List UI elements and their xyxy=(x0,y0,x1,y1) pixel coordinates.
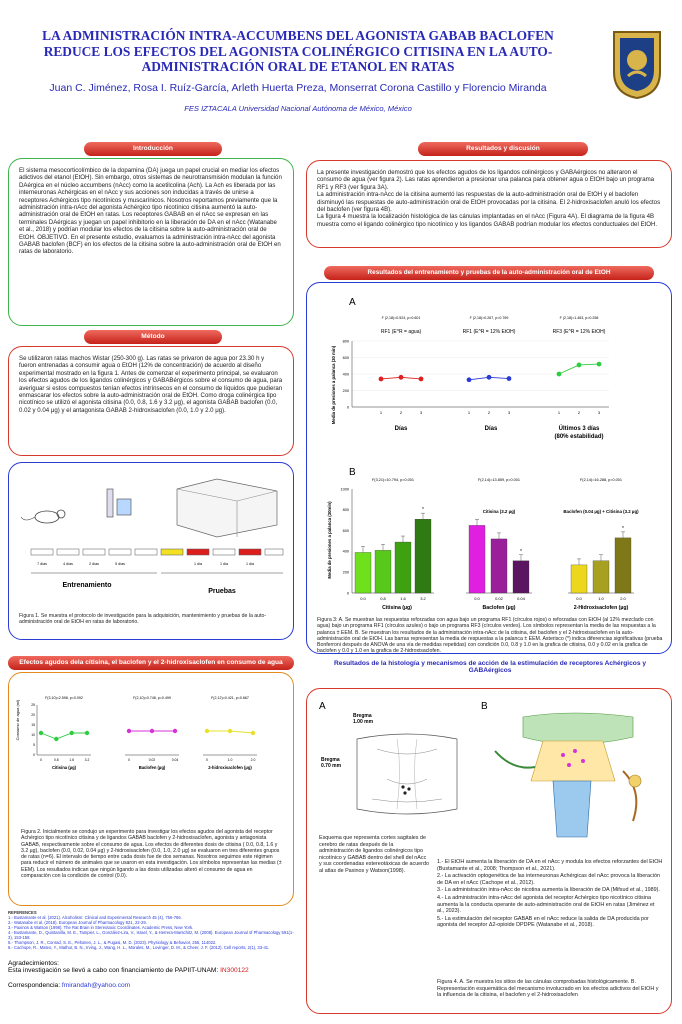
series-line xyxy=(41,733,87,739)
training-heading: Resultados del entrenamiento y pruebas de la auto-administración oral de EtOH xyxy=(324,266,654,280)
y-tick-label: 25 xyxy=(31,703,35,708)
results-box xyxy=(306,160,672,248)
panel-title: RF1 (E^R = 12% EtOH) xyxy=(462,329,516,335)
timeline-label: 4 días xyxy=(63,562,73,566)
x-tick-label: 1.0 xyxy=(227,758,233,762)
x-tick-label: 3 xyxy=(419,410,423,415)
x-tick-label: 2 xyxy=(487,410,491,415)
panel-stat: F(2,12)=0.421, p=0.667 xyxy=(211,696,249,700)
x-tick-label: 0 xyxy=(206,758,208,762)
panel-b-label: B xyxy=(349,467,356,478)
panel-title: RF3 (E^R = 12% EtOH) xyxy=(552,329,606,335)
x-tick-label: 1 xyxy=(557,410,561,415)
bar xyxy=(395,542,411,593)
significance-mark: * xyxy=(622,525,624,532)
y-tick-label: 600 xyxy=(342,355,349,360)
panel-stat: F (2,18)=0.267, p=0.769 xyxy=(469,316,509,320)
x-tick-label: 0.8 xyxy=(53,758,59,762)
ack-label: Agradecimientos: xyxy=(8,960,59,967)
protocol-diagram xyxy=(17,469,287,597)
mechanism-item: 1.- El EtOH aumenta la liberación de DA en el nAcc y modula los efectos reforzantes del EtOH (Bustamante et al., 2008; Thompson et al., 2021). xyxy=(437,859,663,872)
histology-heading: Resultados de la histología y mecanismos de acción de la estimulación de receptores Achérgicos y GABAérgicos xyxy=(334,660,646,674)
data-point xyxy=(173,729,177,733)
y-tick-label: 0 xyxy=(346,591,349,596)
timeline-label: 1 día xyxy=(194,562,202,566)
panel-stat: F (2,18)=0.524, p=0.601 xyxy=(381,316,421,320)
x-tick-label: 0.04 xyxy=(517,596,525,601)
x-tick-label: 0 xyxy=(128,758,130,762)
y-tick-label: 400 xyxy=(342,372,349,377)
bar xyxy=(375,550,391,593)
method-text: Se utilizaron ratas machos Wistar (250-300 g). Las ratas se privaron de agua por 23.30 h y fueron entrenadas a consumir agua o EtOH (12% de concentración) de acuerdo al diseño experimental mostrado en la figura 1. Antes de comenzar el experimento principal, se evaluaron los efectos agudos de los ligandos colinérgicos y GABABérgicos sobre el consumo de agua, para averiguar si estos compuestos tenían efectos intrínsecos en el consumo de líquidos que pudieran enmascarar los efectos sobre la auto-administración oral de EtOH. Como droga colinérgica tipo nicotínico se utilizó el agonista citisina (0.0, 0.8, 1.6 y 3.2 μg), el agonista GABAB baclofen (0.0, 0.02 y 0.04 μg) y el antagonista GABAB 2-hidroxisaclofen (0.0, 1.0 y 2.0 μg). xyxy=(19,355,284,414)
figure-2-caption: Figura 2. Inicialmente se condujo un experimento para investigar los efectos agudos del agonista del receptor Achérgico tipo nicotínico citisina y de ligandos GABAB baclofen y 2-hidroxisaclofen, agonista y antagonista GABAB, respectivamente sobre el consumo de agua. Los efectos de diferentes dosis de citisina ( 0.0, 0.8, 1.6 y 3.2 µg), baclofen (0.0, 0.02, 0.04 µg) y 2-hidroxisaclofen (0.0, 1.0, 2.0 µg) se evaluaron en tres diferentes grupos de ratas (n=6). El intervalo de tiempo entre cada dosis fue de dos semanas. Nosotros seguimos este régimen para reducir el número de animales que se usaron en esta investigación. Los símbolos representan las medias (± EEM). Los resultados indican que ningún ligando a las dosis utilizadas alteró el consumo de agua en comparación con la condición de control (0.0). xyxy=(21,829,282,880)
data-point xyxy=(577,363,582,368)
schema-text: Esquema que representa cortes sagitales de cerebro de ratas después de la administración de ligandos colinérgicos tipo nicotínico y GABAB dentro del shell del nAcc y sus coordenadas estereotáxicas de acuerdo al atlas de Paxinos y Watson(1998). xyxy=(319,835,429,874)
x-tick-label: 0.04 xyxy=(171,758,179,762)
y-tick-label: 0 xyxy=(33,753,35,758)
timeline-label: 5 días xyxy=(115,562,125,566)
x-tick-label: 2 xyxy=(399,410,403,415)
data-point xyxy=(467,377,472,382)
x-tick-label: 0.0 xyxy=(360,596,366,601)
y-tick-label: 400 xyxy=(342,549,349,554)
references-block xyxy=(8,910,294,989)
x-axis-label: Baclofen (µg) xyxy=(138,765,166,770)
unam-crest-icon xyxy=(610,28,664,100)
mechanism-item: 3.- La administración intra-nAcc de nicotina aumenta la liberación de DA (Mifsud et al., 1989). xyxy=(437,887,660,894)
x-tick-label: 2.0 xyxy=(250,758,256,762)
intro-box xyxy=(8,158,294,326)
data-point xyxy=(54,737,58,741)
x-tick-label: 1.6 xyxy=(400,596,406,601)
bregma-1-label: Bregma xyxy=(353,713,372,719)
method-heading: Método xyxy=(84,330,222,344)
panel-stat: F(3,10)=2.598, p=0.092 xyxy=(45,696,83,700)
mechanism-diagram xyxy=(483,711,663,849)
x-tick-label: 3.2 xyxy=(420,596,426,601)
data-point xyxy=(127,729,131,733)
y-tick-label: 1000 xyxy=(340,487,349,492)
ack-code: IN300122 xyxy=(220,967,249,974)
data-point xyxy=(557,372,562,377)
panel-stat: F(2,14)=13.859, p=0.001 xyxy=(477,478,521,482)
timeline-label: 1 día xyxy=(246,562,254,566)
panel-stat: F (2,18)=1.463, p=0.258 xyxy=(559,316,599,320)
rat-icon xyxy=(21,510,65,523)
reference-item: 6.- Cachope, R., Mateo, Y., Mathur, B. N., Irving, J., Wang, H. L., Morales, M., Lovinger, D. M., & Cheer, J. F. (2012). Cell reports, 2(1), 33-41. xyxy=(8,945,270,950)
x-axis-label: Citisina (µg) xyxy=(51,765,77,770)
y-tick-label: 800 xyxy=(342,508,349,513)
data-point xyxy=(251,731,255,735)
data-point xyxy=(85,731,89,735)
bregma-2-label: Bregma xyxy=(321,757,340,763)
panel-stat: F(3,21)=10.794, p=0.001 xyxy=(371,478,415,482)
reference-item: 2.- Watanabe et al. (2018). European Journal of Pharmacology 821, 22-29. xyxy=(8,920,147,925)
water-ylabel: Consumo de agua (ml) xyxy=(15,699,20,741)
data-point xyxy=(379,377,384,382)
panel-title: RF1 (E^R = agua) xyxy=(380,329,422,335)
ack-text: Esta investigación se llevó a cabo con financiamiento de PAPIIT-UNAM: xyxy=(8,967,221,974)
panel-b-xlabel: Baclofen (µg) xyxy=(482,605,516,611)
mechanism-list xyxy=(437,859,663,930)
reference-item: 1.- Bustamante et al. (2021). Alcoholism: Clinical and Experimental Research 45 (4), 756-766. xyxy=(8,915,182,920)
x-tick-label: 0.8 xyxy=(380,596,386,601)
data-point xyxy=(507,376,512,381)
figure-4-caption: Figura 4. A. Se muestra los sitios de las cánulas comprobadas histológicamente. B. Representación esquemática del mecanismo involucrado en los efectos adictivos del EtOH y la influencia de la citisina, el baclofen y el 2-hidroxisaclofen xyxy=(437,979,659,999)
x-tick-label: 0 xyxy=(40,758,42,762)
training-label: Entrenamiento xyxy=(62,582,112,589)
x-axis-label: 2-hidroxisaclofen (µg) xyxy=(208,765,252,770)
panel-a-xlabel: Últimos 3 días xyxy=(558,426,600,432)
data-point xyxy=(487,375,492,380)
y-tick-label: 600 xyxy=(342,528,349,533)
training-charts xyxy=(309,285,669,615)
data-point xyxy=(228,729,232,733)
intro-heading: Introducción xyxy=(84,142,222,156)
x-tick-label: 2.0 xyxy=(620,596,626,601)
timeline-label: 7 días xyxy=(37,562,47,566)
figure-3-caption: Figura 3: A. Se muestran las respuestas reforzadas con agua bajo un programa RF1 (círculos rojos) o reforzadas con EtOH (al 12% mezclado con agua) bajo un programa RF1 (círculos azules) o bajo un programa RF3 (círculos verdes). Los símbolos representan la media de las respuestas a la palanca ± EEM. B. Se muestran los resultados de la administración intra-nAcc de la citisina, del baclofen y el 2-hidroxisaclofen en la auto-administración oral de EtOH. Las barras representan la media de respuestas a la palanca ± EEM. Asterisco (*) indica diferencias significativas (prueba Bonferroni después de ANOVA de una vía de medidas repetidas) con condición 0.0, 0.8 y 1.0 en la grafica de citisina, 0.0 y 0.02 en la grafica de baclofen y 0.0 y 1.0 en la grafica de 2-hidroxisaclofen. xyxy=(317,617,663,655)
y-tick-label: 200 xyxy=(342,388,349,393)
figure-1-box xyxy=(8,462,294,640)
y-tick-label: 10 xyxy=(31,733,35,738)
figure-4-box xyxy=(306,688,672,1014)
bar xyxy=(491,539,507,593)
brain-section-diagram xyxy=(347,729,467,819)
y-tick-label: 0 xyxy=(346,405,349,410)
significance-mark: * xyxy=(520,548,522,555)
x-tick-label: 0.02 xyxy=(148,758,156,762)
data-point xyxy=(419,377,424,382)
timeline-label: 2 días xyxy=(89,562,99,566)
figure-3-box xyxy=(306,282,672,654)
data-point xyxy=(150,729,154,733)
authors: Juan C. Jiménez, Rosa I. Ruíz-García, Arleth Huerta Preza, Monserrat Corona Castillo y Florencio Miranda xyxy=(49,82,547,94)
water-heading: Efectos agudos dela citisina, el baclofen y el 2-hidroxisaclofen en consumo de agua xyxy=(8,656,294,670)
bregma-1 xyxy=(353,713,373,725)
mechanism-item: 4.- La administración intra-nAcc del agonista del receptor Achérgico tipo nicotínico citisina aumenta la la conducta operante de auto-administración oral de EtOH en ratas (Jiménez et al., 2023). xyxy=(437,894,655,915)
bregma-1-value: 1.00 mm xyxy=(353,719,374,725)
bregma-2-value: 0.70 mm xyxy=(321,763,342,769)
figure-2-box xyxy=(8,672,294,906)
figure-1-caption: Figura 1. Se muestra el protocolo de investigación para la adquisición, mantenimiento y pruebas de la auto-administración oral de EtOH en ratas de laboratorio. xyxy=(19,613,267,626)
panel-b-title: Baclofen (0.04 µg) + Citisina (3.2 µg) xyxy=(563,509,639,514)
bar xyxy=(513,561,529,593)
timeline-label: 1 día xyxy=(220,562,228,566)
references-heading: REFERENCES xyxy=(8,910,37,915)
x-tick-label: 0.02 xyxy=(495,596,503,601)
x-tick-label: 1 xyxy=(467,410,471,415)
bar xyxy=(615,538,631,593)
results-text: La presente investigación demostró que los efectos agudos de los ligandos colinérgicos y GABAérgicos no alteraron el consumo de agua (ver figura 2). Las ratas aprendieron a presionar una palanca para obtener agua o EtOH bajo un programa RF1 y RF3 (ver figura 3A). La administración intra-nAcc de la citisina aumentó las respuestas de la auto-administración oral de EtOH y el baclofen disminuyó las respuestas de auto-administración oral de EtOH provocadas por la citisina. El 2-hidroxisaclofen anuló los efectos del baclofen (ver figura 4B). La figura 4 muestra la localización histológica de las cánulas implantadas en el nAcc (Figura 4A). El diagrama de la figura 4B muestra como el ligando colinérgico tipo nicotínico y los ligandos GABAB podrían modular los efectos conductuales del EtOH. xyxy=(317,169,661,228)
panel-stat: F(2,14)=16.288, p=0.001 xyxy=(579,478,623,482)
mechanism-item: 5.- La estimulación del receptor GABAB en el nAcc reduce la salida de DA producida por agonista del receptor Δ2-opioide DPDPE (Watanabe et al., 2018). xyxy=(437,915,649,929)
affiliation: FES IZTACALA Universidad Nacional Autónoma de México, México xyxy=(184,104,412,113)
data-point xyxy=(205,729,209,733)
bregma-2 xyxy=(321,757,341,769)
data-point xyxy=(69,731,73,735)
panel-b-ylabel: Media de presiones a palanca (30min) xyxy=(327,501,332,579)
tests-label: Pruebas xyxy=(208,588,236,595)
x-tick-label: 3 xyxy=(597,410,601,415)
panel-a-ylabel: Media de presiones a palanca (30 min) xyxy=(331,345,336,425)
panel-4a-label: A xyxy=(319,701,326,712)
panel-4b-label: B xyxy=(481,701,488,712)
data-point xyxy=(597,362,602,367)
contact-label: Correspondencia: xyxy=(8,982,62,989)
panel-b-xlabel: 2-Hidroxisaclofen (µg) xyxy=(573,605,629,611)
panel-a-xlabel: Días xyxy=(394,426,408,432)
bar xyxy=(593,561,609,593)
x-tick-label: 1 xyxy=(379,410,383,415)
reference-item: 4.- Bustamante, D., Quintanilla, M. E., Tampier, L., González-Lira, V., Israel, Y., & Herrera-Marschitz, M. (2008). European Journal of Pharmacology 591(1-3), 153-158. xyxy=(8,930,294,940)
x-tick-label: 3.2 xyxy=(84,758,90,762)
panel-a-xlabel: Días xyxy=(484,426,498,432)
data-point xyxy=(39,731,43,735)
bar xyxy=(469,525,485,593)
poster-title: LA ADMINISTRACIÓN INTRA-ACCUMBENS DEL AGONISTA GABAB BACLOFEN REDUCE LOS EFECTOS DEL AGONISTA COLINÉRGICO CITISINA EN LA AUTO-ADMINISTRACIÓN ORAL DE ETANOL EN RATAS xyxy=(42,28,554,74)
mechanism-item: 2.- La activación optogenética de las interneuronas Achérgicas del nAcc provoca la liberación de DA en el nAcc (Cachope et al., 2012). xyxy=(437,873,660,886)
panel-a-xlabel: (80% estabilidad) xyxy=(554,434,604,440)
x-tick-label: 3 xyxy=(507,410,511,415)
method-box xyxy=(8,346,294,456)
x-tick-label: 2 xyxy=(577,410,581,415)
reference-item: 3.- Paxinos & Watson (1998). The Rat Brain in Stereotaxic Coordinates. Academic Press, New York. xyxy=(8,925,194,930)
panel-b-title: Citisina (3.2 µg) xyxy=(482,509,516,514)
x-tick-label: 0.0 xyxy=(576,596,582,601)
water-chart xyxy=(11,675,291,789)
x-tick-label: 0.0 xyxy=(474,596,480,601)
panel-b-xlabel: Citisina (µg) xyxy=(382,605,412,611)
bar xyxy=(355,552,371,593)
data-point xyxy=(399,375,404,380)
x-tick-label: 1.0 xyxy=(598,596,604,601)
bar xyxy=(571,565,587,593)
bottle-icon xyxy=(107,489,131,517)
timeline-blocks xyxy=(31,549,283,555)
y-tick-label: 20 xyxy=(31,713,35,718)
reference-item: 5.- Thompson, J. R., Conrad, S. E., Peltonen, J. L., & Pugasi, M. D. (2023). Physiology & Behavior, 255, 114022. xyxy=(8,940,217,945)
results-heading: Resultados y discusión xyxy=(418,142,588,156)
x-tick-label: 1.6 xyxy=(69,758,75,762)
panel-stat: F(2,10)=0.748, p=0.499 xyxy=(133,696,171,700)
significance-mark: * xyxy=(422,507,424,514)
operant-chamber-icon xyxy=(177,479,277,537)
bar xyxy=(415,519,431,593)
y-tick-label: 15 xyxy=(31,723,35,728)
y-tick-label: 200 xyxy=(342,570,349,575)
y-tick-label: 800 xyxy=(342,339,349,344)
panel-a-label: A xyxy=(349,297,356,308)
intro-text: El sistema mesocorticolímbico de la dopamina (DA) juega un papel crucial en mediar los efectos adictivos del etanol (EtOH). Sin embargo, otros sistemas de neurotransmisión modulan la función DAérgica en el núcleo accumbens (nAcc) como la acetilcolina (Ach). La Ach es liberada por las interneuronas Achérgicas en el nAcc y sus acciones son inducidas a través de unirse a receptores Achérgicos tipo nicotínicos y muscarínicos. Nosotros reportamos previamente que la administración intra-nAcc del agonista Achérgico tipo nicotínico citisina aumentó la auto-administración oral de EtOH en ratas. Los receptores GABAB en el nAcc se expresan en las terminales DAérgicas y juegan un papel inhibitorio en la liberación de DA en el nAcc (Watanabe et al., 2018) y podrían modular los efectos de la citisina sobre la auto-administración oral de EtOH. OBJETIVO. En el presente estudio, evaluamos la administración intra-nAcc del agonista GABAB baclofen (BCF) en los efectos de la citisina sobre la auto-administración oral de EtOH en ratas de laboratorio. xyxy=(19,167,284,256)
y-tick-label: 5 xyxy=(33,743,35,748)
contact-email-link[interactable]: fmirandah@yahoo.com xyxy=(61,982,131,989)
